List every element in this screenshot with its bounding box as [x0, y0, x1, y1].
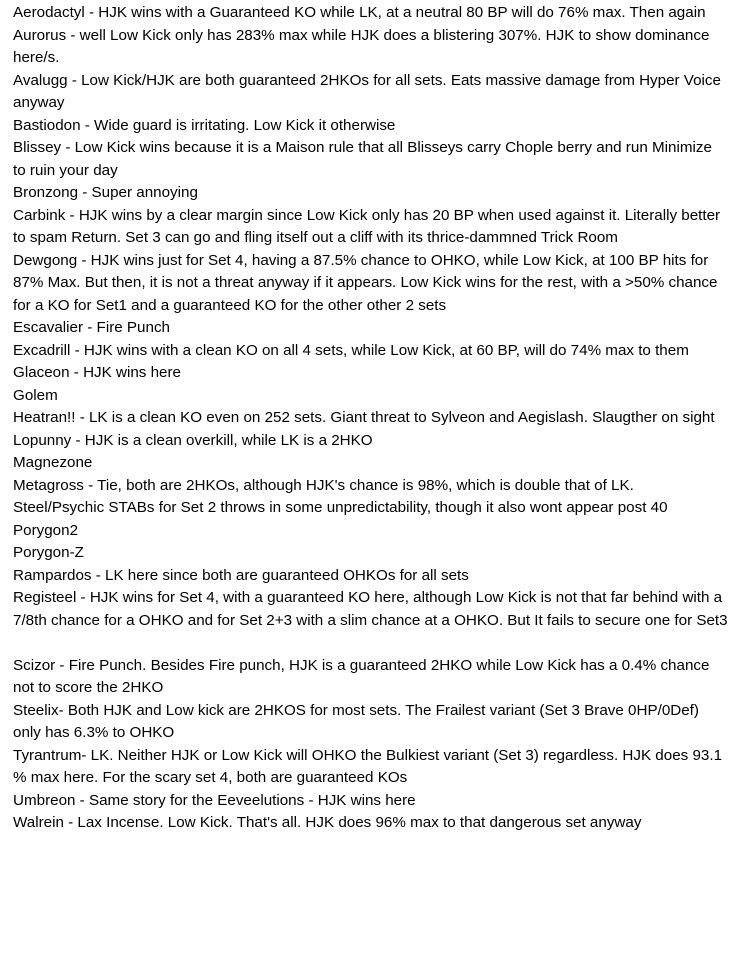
blank-line: [13, 632, 728, 655]
entry-golem: Golem: [13, 386, 58, 404]
entry-aerodactyl: Aerodactyl - HJK wins with a Guaranteed KO while LK, at a neutral 80 BP will do 76% max. Then again: [13, 4, 706, 21]
entry-avalugg: Avalugg - Low Kick/HJK are both guaranteed 2HKOs for all sets. Eats massive damage from Hyper Voice anyway: [13, 71, 721, 111]
entry-metagross: Metagross - Tie, both are 2HKOs, although HJK's chance is 98%, which is double that of LK. Steel/Psychic STABs for Set 2 throws in some unpredictability, though it also wont appear post 40: [13, 476, 668, 516]
entry-scizor: Scizor - Fire Punch. Besides Fire punch, HJK is a guaranteed 2HKO while Low Kick has a 0.4% chance not to score the 2HKO: [13, 656, 710, 696]
entry-porygon2: Porygon2: [13, 521, 79, 539]
entry-blissey: Blissey - Low Kick wins because it is a Maison rule that all Blisseys carry Chople berry and run Minimize to ruin your day: [13, 139, 712, 179]
entry-carbink: Carbink - HJK wins by a clear margin since Low Kick only has 20 BP when used against it. Literally better to spam Return. Set 3 can go and fling itself out a cliff with its thrice-dammned Trick Room: [13, 206, 721, 246]
entry-bastiodon: Bastiodon - Wide guard is irritating. Low Kick it otherwise: [13, 116, 396, 134]
entry-umbreon: Umbreon - Same story for the Eeveelutions - HJK wins here: [13, 791, 416, 809]
entry-excadrill: Excadrill - HJK wins with a clean KO on all 4 sets, while Low Kick, at 60 BP, will do 74% max to them: [13, 341, 689, 359]
entry-dewgong: Dewgong - HJK wins just for Set 4, having a 87.5% chance to OHKO, while Low Kick, at 100 BP hits for 87% Max. But then, it is not a threat anyway if it appears. Low Kick wins for the rest, with a >50% chance for a KO for Set1 and a guaranteed KO for the other other 2 sets: [13, 251, 718, 314]
entry-registeel: Registeel - HJK wins for Set 4, with a guaranteed KO here, although Low Kick is not that far behind with a 7/8th chance for a OHKO and for Set 2+3 with a slim chance at a OHKO. But It fails to secure one for Set3: [13, 589, 728, 629]
entry-magnezone: Magnezone: [13, 454, 93, 471]
entry-bronzong: Bronzong - Super annoying: [13, 184, 198, 201]
entry-tyrantrum: Tyrantrum- LK. Neither HJK or Low Kick will OHKO the Bulkiest variant (Set 3) regardless. HJK does 93.1 % max here. For the scary set 4, both are guaranteed KOs: [13, 746, 723, 786]
entry-steelix: Steelix- Both HJK and Low kick are 2HKOS for most sets. The Frailest variant (Set 3 Brave 0HP/0Def) only has 6.3% to OHKO: [13, 701, 699, 741]
entry-escavalier: Escavalier - Fire Punch: [13, 319, 170, 336]
entry-rampardos: Rampardos - LK here since both are guaranteed OHKOs for all sets: [13, 566, 469, 584]
entry-glaceon: Glaceon - HJK wins here: [13, 364, 181, 381]
entry-heatran: Heatran!! - LK is a clean KO even on 252 sets. Giant threat to Sylveon and Aegislash. Slaugther on sight: [13, 409, 715, 426]
entry-porygon-z: Porygon-Z: [13, 544, 84, 561]
entry-walrein: Walrein - Lax Incense. Low Kick. That's all. HJK does 96% max to that dangerous set anyway: [13, 814, 642, 831]
entry-aurorus: Aurorus - well Low Kick only has 283% max while HJK does a blistering 307%. HJK to show dominance here/s.: [13, 26, 710, 66]
entry-lopunny: Lopunny - HJK is a clean overkill, while LK is a 2HKO: [13, 431, 373, 449]
